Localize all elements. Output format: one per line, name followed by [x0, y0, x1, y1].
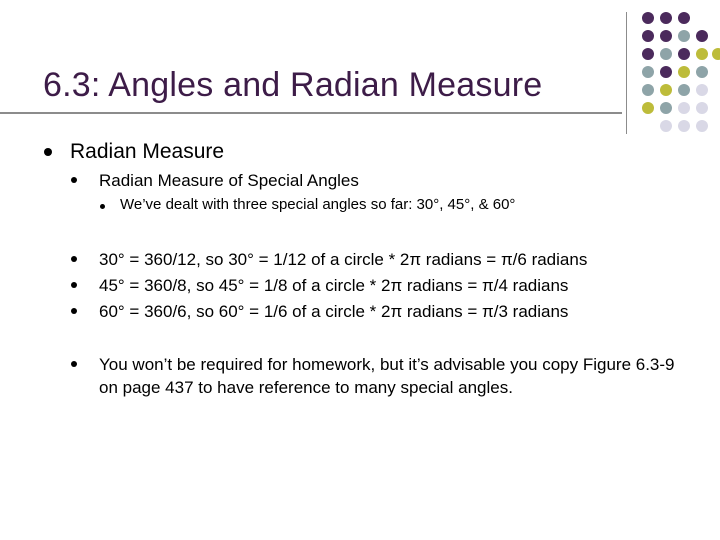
slide-title: 6.3: Angles and Radian Measure: [43, 66, 543, 104]
decor-dot: [660, 66, 672, 78]
title-underline-rule: [0, 112, 622, 114]
bullet-radian-measure: Radian Measure: [70, 140, 225, 163]
decor-dot: [696, 84, 708, 96]
decor-dot: [642, 12, 654, 24]
decor-dot: [696, 30, 708, 42]
bullet-dot: [71, 361, 77, 367]
decor-dot: [642, 30, 654, 42]
decor-dot: [696, 120, 708, 132]
bullet-three-special-angles: We’ve dealt with three special angles so far: 30°, 45°, & 60°: [120, 196, 516, 213]
decor-dot: [660, 120, 672, 132]
bullet-dot: [71, 282, 77, 288]
equation-60-degrees: 60° = 360/6, so 60° = 1/6 of a circle * 2π radians = π/3 radians: [99, 302, 569, 321]
bullet-special-angles-heading: Radian Measure of Special Angles: [99, 171, 359, 190]
decor-dot: [696, 66, 708, 78]
decor-dot: [660, 48, 672, 60]
title-vertical-rule: [626, 12, 627, 134]
decor-dot: [678, 30, 690, 42]
decor-dot: [660, 84, 672, 96]
decor-dot: [642, 66, 654, 78]
decor-dot: [678, 66, 690, 78]
decor-dot: [660, 12, 672, 24]
bullet-dot: [44, 148, 52, 156]
decor-dot: [660, 102, 672, 114]
equation-45-degrees: 45° = 360/8, so 45° = 1/8 of a circle * 2π radians = π/4 radians: [99, 276, 569, 295]
homework-note: You won’t be required for homework, but it’s advisable you copy Figure 6.3-9 on page 437 to have reference to many special angles.: [99, 355, 675, 397]
decor-dot: [660, 30, 672, 42]
decor-dot: [696, 102, 708, 114]
bullet-dot: [100, 204, 105, 209]
decor-dot: [642, 102, 654, 114]
decor-dot: [678, 12, 690, 24]
decor-dot: [678, 120, 690, 132]
decor-dot: [712, 48, 720, 60]
bullet-dot: [71, 256, 77, 262]
equation-30-degrees: 30° = 360/12, so 30° = 1/12 of a circle * 2π radians = π/6 radians: [99, 250, 588, 269]
decor-dot: [696, 48, 708, 60]
decor-dot: [678, 102, 690, 114]
decor-dot: [642, 48, 654, 60]
decor-dot: [678, 48, 690, 60]
bullet-dot: [71, 177, 77, 183]
bullet-dot: [71, 308, 77, 314]
decor-dot: [642, 84, 654, 96]
decor-dot: [678, 84, 690, 96]
